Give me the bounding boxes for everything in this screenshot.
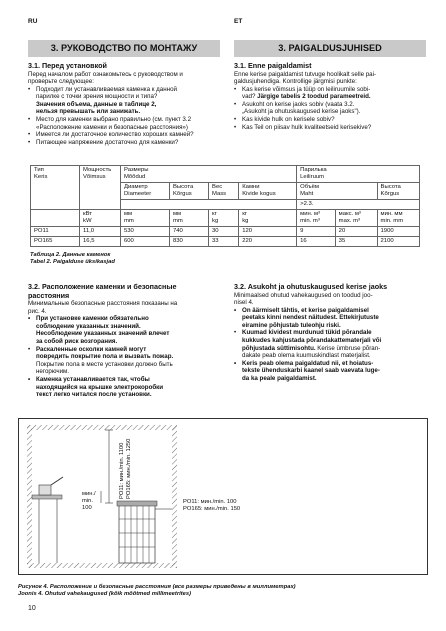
note-spacer	[121, 200, 297, 210]
page-number: 10	[28, 605, 36, 613]
cell-volume-max: 35	[335, 237, 377, 247]
et-3-2-warnings	[234, 307, 428, 383]
heater-drawing	[117, 501, 157, 563]
section-banner-et: 3. PAIGALDUSJUHISED	[234, 40, 426, 57]
upper-bench	[32, 495, 62, 499]
left-wall-hatch	[27, 425, 32, 568]
caption-label-ru: Таблица 2.	[30, 252, 61, 258]
header-steam-room: Парилька Leiliruum	[297, 166, 420, 183]
wall-distance-legend: PO11: мин./min. 100 PO165: мин./min. 150	[183, 499, 241, 512]
cell-model: PO165	[31, 237, 80, 247]
list-item: • Kas Teil on piisav hulk kvaliteetseid kerisekive?	[234, 124, 426, 132]
header-power: Мощность Võimsus	[80, 166, 121, 210]
cell-power: 11,0	[80, 227, 121, 237]
subheader-room-height: Высота Kõrgus	[377, 183, 419, 200]
ru-3-1-intro: Перед началом работ ознакомьтесь с руководством и проверьте следующее:	[28, 70, 183, 86]
fig-caption-text-ru: Расположение и безопасные расстояния (все размеры приведены в миллиметрах)	[49, 584, 296, 590]
ceiling-hatch	[27, 425, 177, 430]
cell-volume-min: 16	[297, 237, 336, 247]
et-3-1-checklist	[234, 86, 426, 132]
list-item	[234, 329, 428, 359]
list-item-text: Kas kerise võimsus ja tüüp on leiliruumile sobi- vad?	[242, 85, 371, 101]
ladle-icon	[51, 477, 63, 485]
cell-diameter: 600	[121, 237, 170, 247]
bench-distance-label: мин./ min. 100	[82, 491, 96, 511]
ceiling-distance-label: PO11: мин./min. 1100 PO165: мин./min. 1250	[119, 438, 132, 499]
ru-3-1-heading: 3.1. Перед установкой	[28, 61, 107, 70]
language-marker-et: ET	[234, 18, 243, 25]
et-section-3-1	[234, 62, 426, 131]
ru-3-2-heading: 3.2. Расположение каменки и безопасные расстояния	[28, 282, 177, 300]
fig-caption-label-et: Joonis 4.	[18, 591, 44, 598]
unit-height: мм mm	[170, 210, 209, 227]
list-item: • Место для каменки выбрано правильно (см. пункт 3.2 «Расположение каменки и безопасные расстояния»)	[28, 116, 224, 131]
unit-room-height: мин. мм min. mm	[377, 210, 419, 227]
subheader-diameter: Диаметр Diameeter	[121, 183, 170, 200]
table-caption	[30, 252, 115, 266]
cell-height: 740	[170, 227, 209, 237]
unit-volume-min: мин. м³ min. m³	[297, 210, 336, 227]
fig-caption-text-et: Ohutud vahekaugused (kõik mõõtmed millimeetrites)	[44, 591, 192, 598]
list-item-text: Подходит ли устанавливаемая каменка к данной парилке с точки зрения мощности и типа?	[36, 85, 177, 101]
fig-caption-label-ru: Рисунок 4.	[18, 584, 49, 590]
language-marker-ru: RU	[28, 18, 38, 25]
cell-weight: 30	[209, 227, 239, 237]
cell-volume-max: 20	[335, 227, 377, 237]
safety-distance-drawing	[19, 419, 427, 574]
caption-text-et: Paigalduse üksikasjad	[53, 259, 115, 266]
cell-stones: 220	[239, 237, 297, 247]
cell-power: 16,5	[80, 237, 121, 247]
et-3-1-intro: Enne kerise paigaldamist tutvuge hoolikalt selle pai- galdusjuhendiga. Kontrollige järgmisi punkte:	[234, 70, 377, 86]
ru-section-3-1	[28, 62, 224, 146]
caption-label-et: Tabel 2.	[30, 259, 52, 266]
unit-diameter: мм mm	[121, 210, 170, 227]
unit-stones: кг kg	[239, 210, 297, 227]
list-item-text: Покрытие пола в месте установки должно быть негорючим.	[36, 360, 173, 376]
cell-room-height: 1900	[377, 227, 419, 237]
bucket-icon	[39, 485, 51, 495]
section-banner-ru: 3. РУКОВОДСТВО ПО МОНТАЖУ	[28, 40, 220, 57]
subheader-stones: Камни Kivide kogus	[239, 183, 297, 200]
header-dimensions: Размеры Mõõdud	[121, 166, 297, 183]
list-item: • Asukoht on kerise jaoks sobiv (vaata 3.2. „Asukoht ja ohutuskaugused kerise jaoks").	[234, 101, 426, 116]
list-item: • Имеется ли достаточное количество хороших камней?	[28, 131, 224, 139]
list-item: • Keris peab olema paigaldatud nii, et hoiatus- tekste ühenduskarbi kaanel saab vaevata luge- da ka peale paigaldamist.	[234, 360, 428, 383]
heater-spec-table	[30, 165, 420, 247]
subheader-weight: Вес Mass	[209, 183, 239, 200]
unit-power: кВт kW	[80, 210, 121, 227]
unit-volume-max: макс. м³ max. m³	[335, 210, 377, 227]
list-item-text: Kerise ümbruse põran- dakate peab olema kuumuskindlast materjalist.	[242, 344, 381, 360]
list-item: • Kas kivide hulk on kerisele sobiv?	[234, 116, 426, 124]
safety-distance-figure	[18, 418, 428, 575]
list-item	[234, 86, 426, 101]
list-item: • Каменка устанавливается так, чтобы находящийся на крышке электрокоробки текст легко читался после установки.	[28, 376, 228, 399]
list-item-emphasis: Kuumad kividest murdunud tükid põrandale kukkudes kahjustada põrandakattematerjali või põhjustada süttimisohtu.	[242, 329, 382, 352]
cell-height: 830	[170, 237, 209, 247]
ru-3-2-warnings	[28, 315, 228, 399]
table-row	[31, 237, 420, 247]
list-item-emphasis: Значения объема, данные в таблице 2, нельзя превышать или занижать.	[36, 100, 157, 116]
et-3-2-heading: 3.2. Asukoht ja ohutuskaugused kerise jaoks	[234, 282, 388, 291]
units-spacer	[31, 210, 80, 227]
list-item: • При установке каменки обязательно соблюдение указанных значений. Несоблюдение указанных значений влечет за собой риск возгорания.	[28, 315, 228, 345]
table-header-row	[31, 166, 420, 183]
figure-caption	[18, 584, 428, 598]
subheader-height: Высота Kõrgus	[170, 183, 209, 200]
cell-diameter: 530	[121, 227, 170, 237]
cell-room-height: 2100	[377, 237, 419, 247]
header-type: Тип Keris	[31, 166, 80, 210]
ru-3-2-intro: Минимальные безопасные расстояния показаны на рис. 4.	[28, 300, 178, 315]
et-3-1-heading: 3.1. Enne paigaldamist	[234, 61, 312, 70]
list-item-emphasis: Раскаленные осколки камней могут повредить покрытие пола и вызвать пожар.	[36, 345, 174, 361]
list-item-emphasis: Järgige tabelis 2 toodud parameetreid.	[257, 93, 371, 101]
cell-weight: 33	[209, 237, 239, 247]
ru-3-1-checklist	[28, 86, 224, 147]
unit-weight: кг kg	[209, 210, 239, 227]
subheader-volume: Объём Maht	[297, 183, 377, 200]
list-item: • Питающее напряжение достаточно для каменки?	[28, 139, 224, 147]
caption-text-ru: Данные каменок	[62, 252, 111, 258]
list-item	[28, 346, 228, 376]
cell-model: PO11	[31, 227, 80, 237]
table-note: >2.3.	[297, 200, 420, 210]
et-section-3-2	[234, 283, 428, 383]
et-3-2-intro: Minimaalsed ohutud vahekaugused on toodud joo- nisel 4.	[234, 291, 373, 307]
cell-stones: 120	[239, 227, 297, 237]
right-wall-hatch	[172, 425, 177, 568]
floor-hatch	[27, 563, 177, 568]
table-row	[31, 227, 420, 237]
list-item	[28, 86, 224, 116]
cell-volume-min: 9	[297, 227, 336, 237]
table-units-row	[31, 210, 420, 227]
ru-section-3-2	[28, 283, 228, 399]
list-item: • On äärmiselt tähtis, et kerise paigaldamisel peetaks kinni nendest näitudest. Ettekirjutuste eiramine põhjustab tuleohju riski.	[234, 307, 428, 330]
